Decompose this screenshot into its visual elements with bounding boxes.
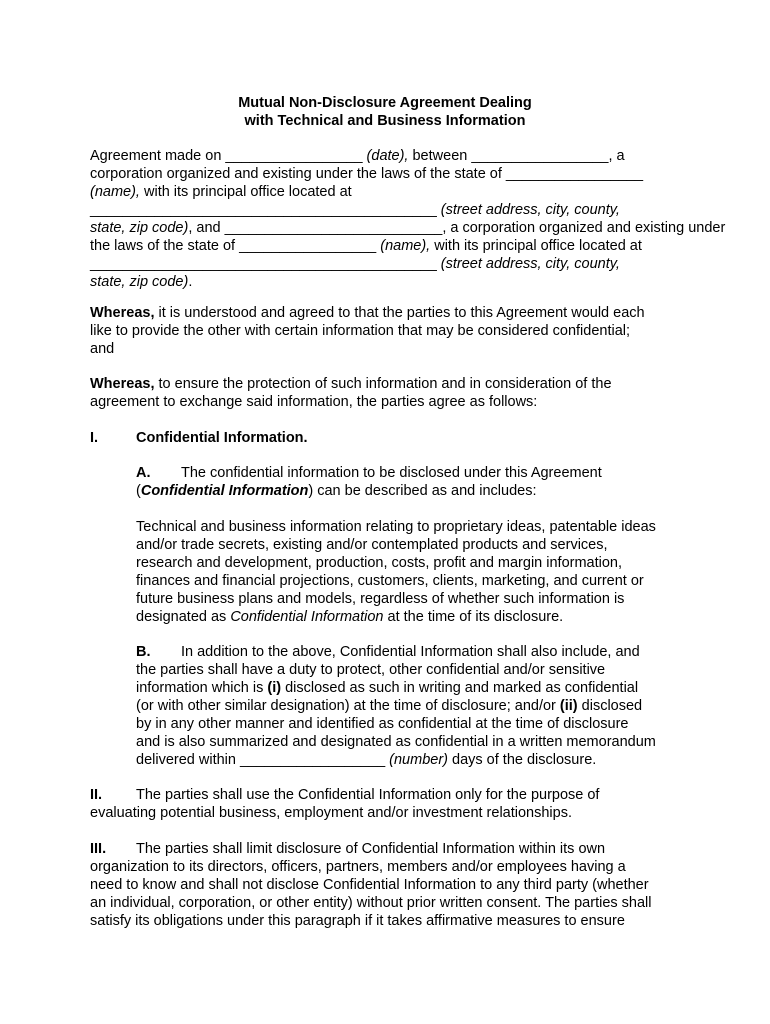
intro-line-5	[90, 219, 725, 237]
sub-b-text: delivered within __________________	[136, 752, 390, 768]
intro-italic: (date),	[366, 148, 409, 164]
sub-b-line-3	[136, 679, 638, 697]
intro-line-1	[90, 147, 625, 165]
sub-a-line-2	[136, 482, 537, 500]
section-2-number: II.	[90, 787, 103, 803]
intro-text: between _________________, a	[408, 148, 625, 164]
sub-b-text: disclosed	[577, 698, 643, 714]
tech-line-2: and/or trade secrets, existing and/or contemplated products and services,	[136, 537, 608, 553]
sub-b-bold: (i)	[267, 680, 282, 696]
sub-b-line-7	[136, 751, 596, 769]
whereas-text: it is understood and agreed to that the parties to this Agreement would each	[154, 305, 645, 321]
tech-line-1: Technical and business information relating to proprietary ideas, patentable ideas	[136, 519, 656, 535]
section-1-number: I.	[90, 430, 99, 446]
document-title-line-2: with Technical and Business Information	[244, 113, 526, 129]
tech-line-3: research and development, production, costs, profit and margin information,	[136, 555, 623, 571]
tech-line-4: finances and financial projections, customers, clients, marketing, and current or	[136, 573, 644, 589]
intro-line-6	[90, 237, 642, 255]
intro-italic: (street address, city, county,	[440, 202, 620, 218]
tech-text: designated as	[136, 609, 231, 625]
intro-text: ___________________________________________	[90, 202, 441, 218]
sub-b-line-4	[136, 697, 642, 715]
whereas-2-line-1	[90, 375, 612, 393]
intro-italic: state, zip code)	[90, 220, 189, 236]
intro-italic: (name),	[380, 238, 431, 254]
sub-b-label: B.	[136, 644, 151, 660]
section-3-line-4: an individual, corporation, or other entity) without prior written consent. The parties shall	[90, 895, 652, 911]
sub-b-line-6: and is also summarized and designated as confidential in a written memorandum	[136, 734, 656, 750]
intro-line-3	[90, 183, 352, 201]
whereas-2-line-2: agreement to exchange said information, the parties agree as follows:	[90, 394, 538, 410]
intro-text: ___________________________________________	[90, 256, 441, 272]
document-title-line-1: Mutual Non-Disclosure Agreement Dealing	[238, 95, 532, 111]
intro-line-2: corporation organized and existing under the laws of the state of _________________	[90, 166, 644, 182]
intro-line-7	[90, 255, 620, 273]
whereas-label: Whereas,	[90, 305, 155, 321]
intro-italic: state, zip code)	[90, 274, 189, 290]
intro-italic: (name),	[90, 184, 140, 200]
section-2-line-2: evaluating potential business, employment and/or investment relationships.	[90, 805, 572, 821]
tech-italic: Confidential Information	[230, 609, 384, 625]
sub-b-text: (or with other similar designation) at the time of disclosure; and/or	[136, 698, 560, 714]
intro-text: Agreement made on _________________	[90, 148, 367, 164]
sub-a-text: (	[136, 483, 141, 499]
tech-line-5: future business plans and models, regardless of whether such information is	[136, 591, 625, 607]
tech-line-6	[136, 608, 563, 626]
sub-a-text: ) can be described as and includes:	[308, 483, 537, 499]
sub-b-bold: (ii)	[559, 698, 578, 714]
sub-b-text: days of the disclosure.	[447, 752, 597, 768]
whereas-label: Whereas,	[90, 376, 155, 392]
tech-text: at the time of its disclosure.	[383, 609, 564, 625]
intro-text: with its principal office located at	[430, 238, 642, 254]
intro-line-8	[90, 273, 192, 291]
section-1-heading: Confidential Information.	[136, 430, 308, 446]
sub-b-text: information which is	[136, 680, 268, 696]
intro-text: , and ___________________________, a corporation organized and existing under	[188, 220, 726, 236]
section-3-line-3: need to know and shall not disclose Confidential Information to any third party (whether	[90, 877, 649, 893]
intro-line-4	[90, 201, 620, 219]
section-3-number: III.	[90, 841, 107, 857]
sub-b-line-5: by in any other manner and identified as confidential at the time of disclosure	[136, 716, 629, 732]
whereas-1-line-3: and	[90, 341, 115, 357]
intro-text: with its principal office located at	[139, 184, 352, 200]
sub-b-line-1: In addition to the above, Confidential Information shall also include, and	[181, 644, 640, 660]
section-3-line-5: satisfy its obligations under this paragraph if it takes affirmative measures to ensure	[90, 913, 625, 929]
section-3-line-2: organization to its directors, officers, partners, members and/or employees having a	[90, 859, 626, 875]
sub-a-term: Confidential Information	[140, 483, 309, 499]
intro-text: the laws of the state of _________________	[90, 238, 381, 254]
sub-b-text: disclosed as such in writing and marked as confidential	[281, 680, 639, 696]
section-3-line-1: The parties shall limit disclosure of Confidential Information within its own	[136, 841, 606, 857]
whereas-1-line-1	[90, 304, 645, 322]
sub-b-line-2: the parties shall have a duty to protect, other confidential and/or sensitive	[136, 662, 606, 678]
whereas-1-line-2: like to provide the other with certain information that may be considered confidential;	[90, 323, 631, 339]
whereas-text: to ensure the protection of such information and in consideration of the	[154, 376, 612, 392]
sub-a-line-1: The confidential information to be disclosed under this Agreement	[181, 465, 602, 481]
sub-a-label: A.	[136, 465, 151, 481]
sub-b-italic: (number)	[389, 752, 448, 768]
section-2-line-1: The parties shall use the Confidential Information only for the purpose of	[136, 787, 600, 803]
intro-italic: (street address, city, county,	[440, 256, 620, 272]
intro-text: .	[188, 274, 193, 290]
